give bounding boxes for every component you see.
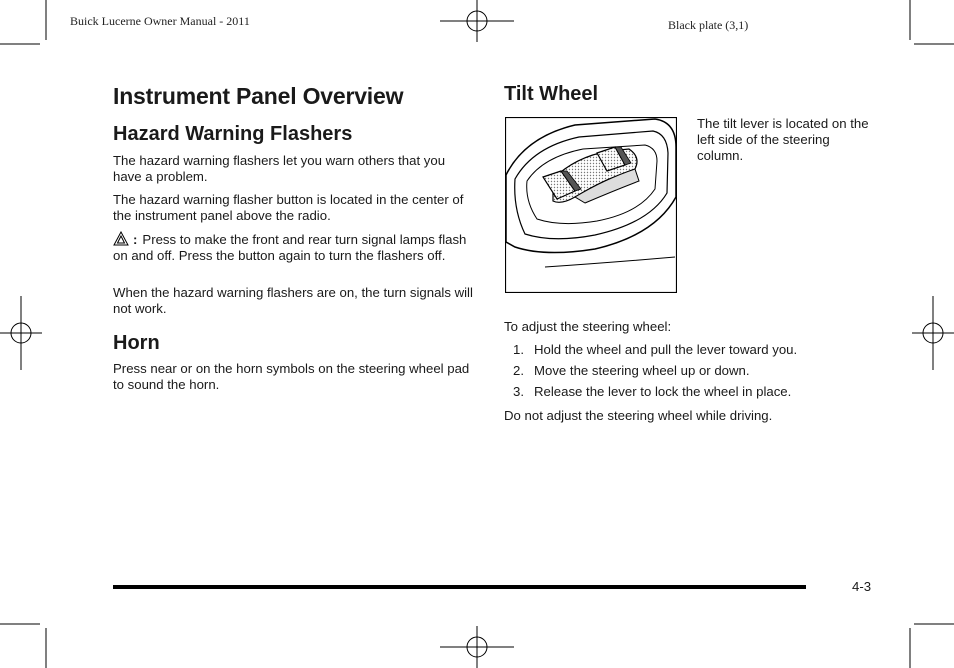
- step-number: 3.: [513, 384, 524, 399]
- registration-mark-icon: [440, 626, 514, 668]
- hazard-separator: :: [133, 232, 138, 247]
- hazard-paragraph-2: The hazard warning flasher button is located in the center of the instrument panel above the radio.: [113, 192, 464, 223]
- registration-mark-icon: [440, 0, 514, 42]
- step-text: Hold the wheel and pull the lever toward you.: [534, 342, 798, 357]
- list-item: [504, 342, 864, 358]
- manual-title: Buick Lucerne Owner Manual - 2011: [70, 14, 250, 28]
- tilt-intro: To adjust the steering wheel:: [504, 319, 672, 334]
- list-item: [504, 384, 864, 400]
- tilt-heading: Tilt Wheel: [504, 83, 599, 105]
- step-number: 1.: [513, 342, 524, 357]
- step-text: Move the steering wheel up or down.: [534, 363, 750, 378]
- hazard-paragraph-1: The hazard warning flashers let you warn others that you have a problem.: [113, 153, 446, 184]
- step-number: 2.: [513, 363, 524, 378]
- page-title: Instrument Panel Overview: [113, 83, 404, 109]
- horn-paragraph: Press near or on the horn symbols on the steering wheel pad to sound the horn.: [113, 361, 470, 392]
- page-number: 4-3: [852, 579, 872, 594]
- hazard-triangle-icon: [113, 231, 129, 246]
- registration-mark-icon: [0, 296, 42, 370]
- list-item: [504, 363, 864, 379]
- tilt-steps-list: [504, 342, 864, 400]
- step-text: Release the lever to lock the wheel in place.: [534, 384, 792, 399]
- tilt-caption: The tilt lever is located on the left side of the steering column.: [697, 116, 869, 163]
- hazard-heading: Hazard Warning Flashers: [113, 123, 353, 145]
- plate-label: Black plate (3,1): [668, 18, 749, 32]
- footer-rule: [113, 585, 806, 589]
- hazard-paragraph-4: When the hazard warning flashers are on, the turn signals will not work.: [113, 285, 473, 316]
- tilt-note: Do not adjust the steering wheel while driving.: [504, 408, 773, 423]
- hazard-paragraph-3: [113, 231, 473, 264]
- hazard-instruction: Press to make the front and rear turn signal lamps flash on and off. Press the button again to turn the flashers off.: [113, 232, 467, 263]
- tilt-lever-illustration: [505, 117, 677, 293]
- horn-heading: Horn: [113, 332, 160, 354]
- registration-mark-icon: [912, 296, 954, 370]
